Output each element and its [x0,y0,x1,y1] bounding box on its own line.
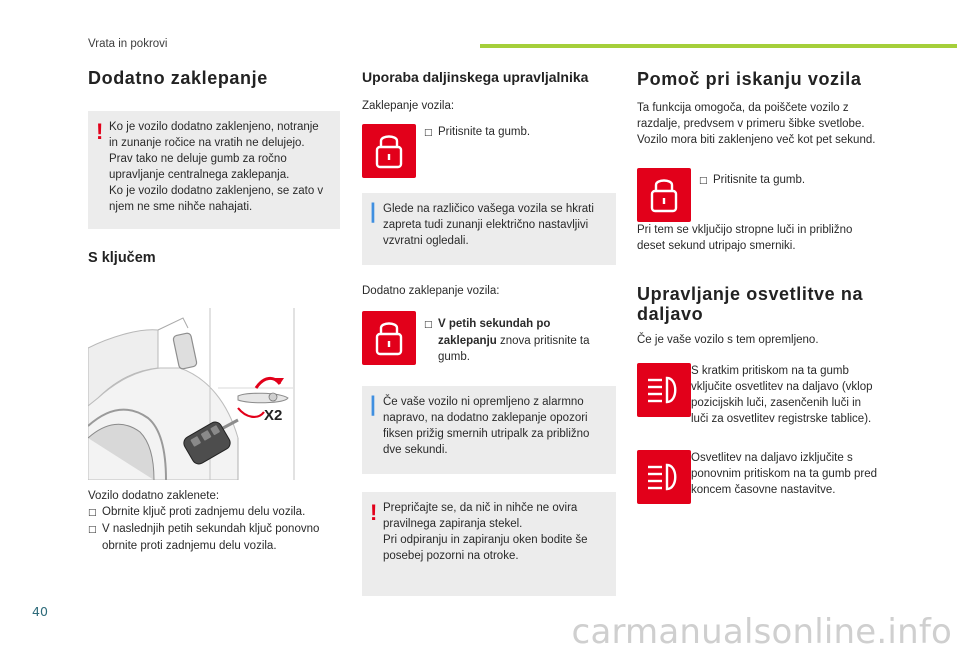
padlock-button-icon [362,124,416,178]
locate-intro: Ta funkcija omogoča, da poiščete vozilo z razdalje, predvsem v primeru šibke svetlobe. Vozilo mora biti zaklenjeno več kot pet sekund. [637,102,876,146]
info-bar-icon: | [370,200,376,223]
deadlock-label: Dodatno zaklepanje vozila: [362,285,500,297]
column-iskanje-vozila [637,64,891,496]
x2-label: X2 [264,407,283,424]
check-box-bullet-icon: □ [88,508,97,518]
column-daljinski-upravljalnik [362,64,616,562]
section-title-lighting: Upravljanje osvetlitve na daljavo [637,284,864,324]
warning-box: ! Prepričajte se, da nič in nihče ne ovira pravilnega zapiranja stekel. Pri odpiranju in zapiranju oken bodite še posebej pozorni na otroke. [362,492,616,596]
padlock-button-icon [637,168,691,222]
locate-result: Pri tem se vključijo stropne luči in približno deset sekund utripajo smerniki. [637,224,853,252]
info-box: | Glede na različico vašega vozila se hkrati zapreta tudi zunanji električno nastavljivi vzvratni ogledali. [362,193,616,265]
check-box-bullet-icon: □ [424,320,433,330]
padlock-button-icon [362,311,416,365]
key-door-illustration [88,308,340,480]
lock-label: Zaklepanje vozila: [362,100,455,112]
info-box: | Če vaše vozilo ni opremljeno z alarmno napravo, na dodatno zaklepanje opozori fiksen prižig smernih utripalk za približno dve sekundi. [362,386,616,474]
info-bar-icon: | [370,393,376,416]
check-box-bullet-icon: □ [424,128,433,138]
column-dodatno-zaklepanje [88,64,340,552]
lighting-on-text: S kratkim pritiskom na ta gumb vključite osvetlitev na daljavo (vklop pozicijskih luči, zasenčenih luči in luči za osvetlitev registrske tablice). [691,365,873,425]
section-header-bar [480,44,957,48]
watermark: carmanualsonline.info [571,612,952,649]
exclamation-icon: ! [96,119,104,144]
exclamation-icon: ! [370,500,378,525]
section-header-label: Vrata in pokrovi [88,38,168,50]
check-box-bullet-icon: □ [88,525,97,535]
press-again-text: □ V petih sekundah po zaklepanju znova pritisnite ta gumb. [424,318,590,363]
press-button-text: □ Pritisnite ta gumb. [424,124,530,141]
warning-box [88,111,340,229]
headlamp-off-button-icon [637,450,691,504]
car-door-key-drawing [88,308,340,480]
section-title: Uporaba daljinskega upravljalnika [362,69,589,85]
section-title: Pomoč pri iskanju vozila [637,69,862,89]
equipped-note: Če je vaše vozilo s tem opremljeno. [637,334,819,346]
key-instructions: Vozilo dodatno zaklenete: □ Obrnite ključ proti zadnjemu delu vozila. □ V naslednjih petih sekundah ključ ponovno obrnite proti zadnjemu delu vozila. [88,490,320,552]
lighting-off-text: Osvetlitev na daljavo izključite s ponovnim pritiskom na ta gumb pred koncem časovne nastavitve. [691,452,878,496]
warning-text: Ko je vozilo dodatno zaklenjeno, notranje in zunanje ročice na vratih ne delujejo. Prav tako ne deluje gumb za ročno upravljanje centralnega zaklepanja. Ko je vozilo dodatno zaklenjeno, se zato v njem ne sme nihče nahajati. [109,121,324,213]
section-title: Dodatno zaklepanje [88,68,268,88]
headlamp-on-button-icon [637,363,691,417]
check-box-bullet-icon: □ [699,176,708,186]
press-button-text: □ Pritisnite ta gumb. [699,172,805,189]
page-number: 40 [32,604,48,619]
subsection-title: S ključem [88,250,156,266]
